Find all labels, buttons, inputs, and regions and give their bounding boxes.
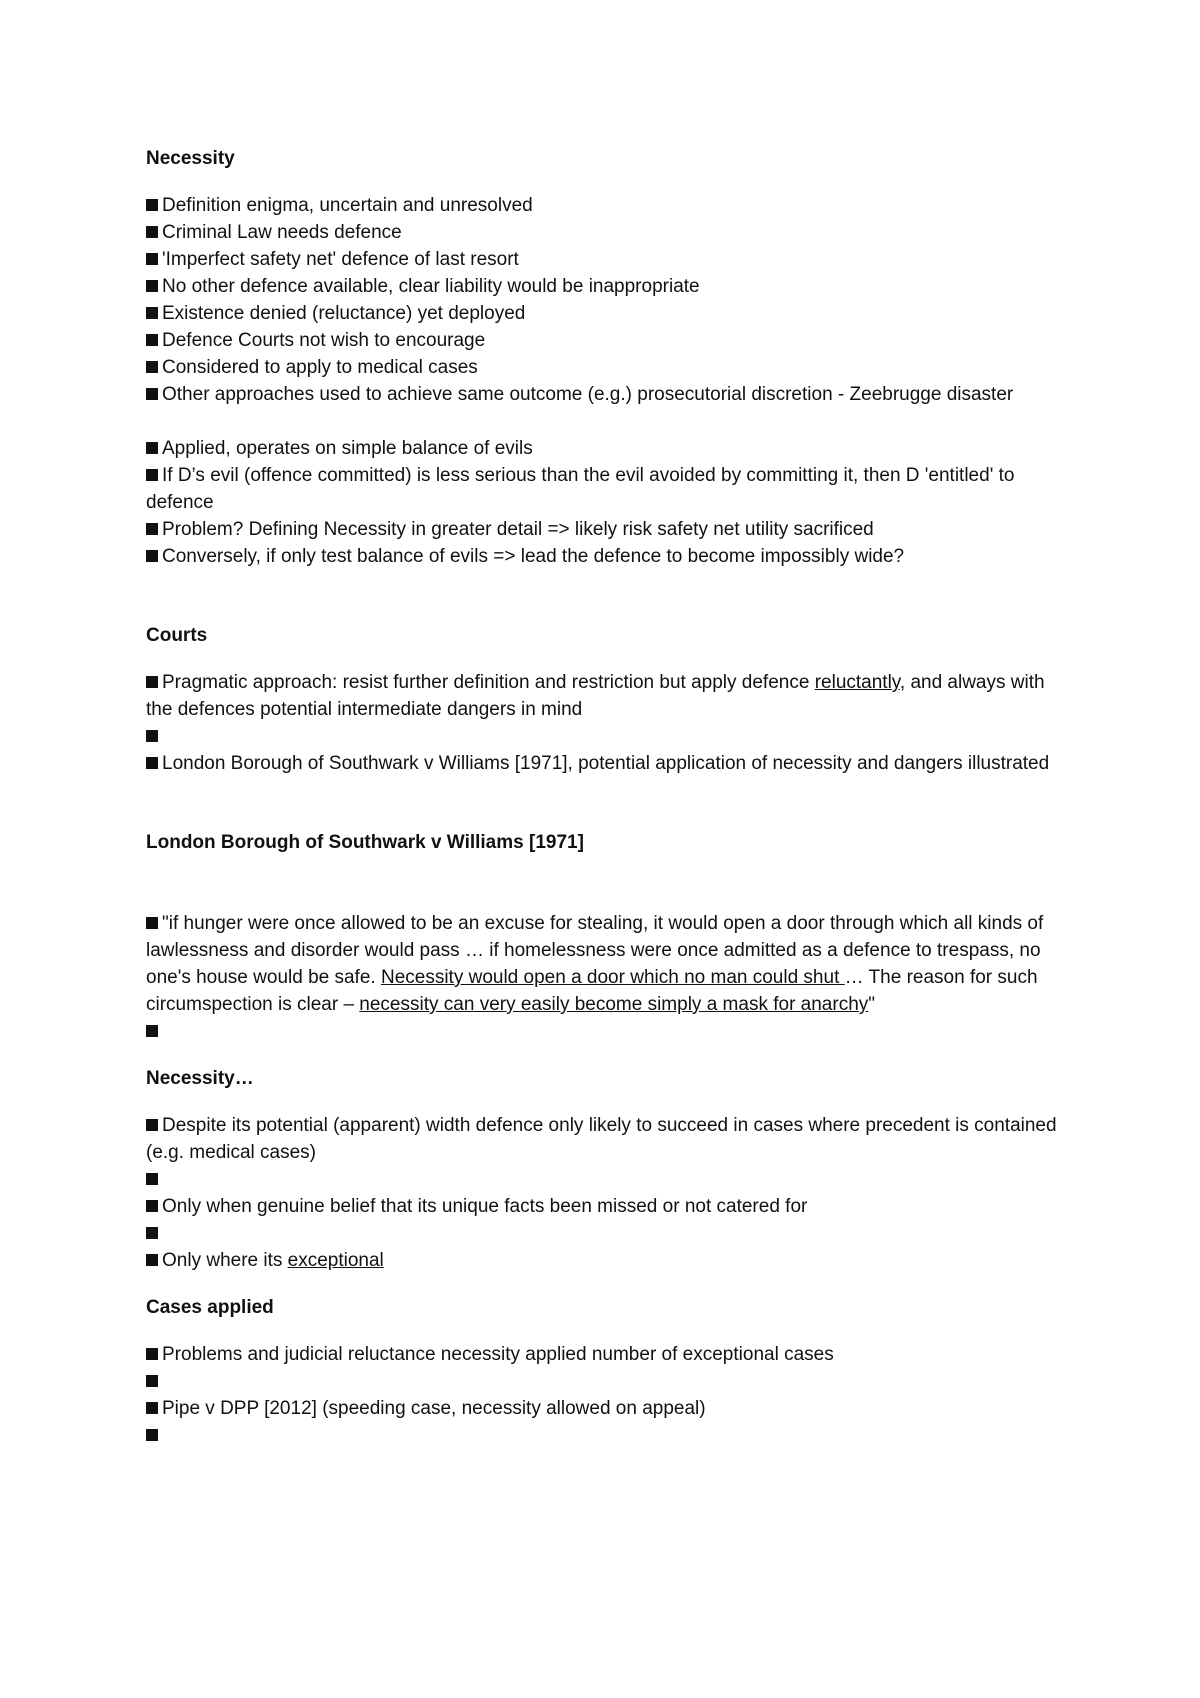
heading-cases-applied: Cases applied [146,1297,274,1318]
bullet-item-empty [146,1018,1066,1045]
heading-necessity-2: Necessity… [146,1068,254,1089]
bullet-item: London Borough of Southwark v Williams [1971], potential application of necessity and dangers illustrated [146,750,1066,777]
bullet-icon [146,280,158,292]
bullet-item: Problem? Defining Necessity in greater detail => likely risk safety net utility sacrificed [146,516,1066,543]
bullet-item-empty [146,1368,1066,1395]
bullet-icon [146,1402,158,1414]
bullet-icon [146,730,158,742]
bullet-item: Pragmatic approach: resist further definition and restriction but apply defence reluctantly, and always with the defences potential intermediate dangers in mind [146,672,1045,720]
heading-necessity: Necessity [146,148,235,169]
bullet-icon [146,1200,158,1212]
bullet-item: Pipe v DPP [2012] (speeding case, necessity allowed on appeal) [146,1395,1066,1422]
bullet-icon [146,199,158,211]
bullet-icon [146,1119,158,1131]
bullet-item: Despite its potential (apparent) width defence only likely to succeed in cases where precedent is contained (e.g. medical cases) [146,1115,1057,1163]
bullet-item: Problems and judicial reluctance necessity applied number of exceptional cases [146,1341,1066,1368]
document-page [146,145,1066,1449]
bullet-item: No other defence available, clear liability would be inappropriate [146,273,1066,300]
bullet-icon [146,917,158,929]
bullet-item: Other approaches used to achieve same outcome (e.g.) prosecutorial discretion - Zeebrugge disaster [146,381,1066,408]
bullet-icon [146,1025,158,1037]
bullet-item: Applied, operates on simple balance of evils [146,435,1066,462]
bullet-item: Conversely, if only test balance of evils => lead the defence to become impossibly wide? [146,543,1066,570]
bullet-icon [146,1375,158,1387]
bullet-icon [146,1173,158,1185]
bullet-icon [146,523,158,535]
bullet-item: Only where its exceptional [146,1247,1066,1274]
bullet-item-empty [146,1166,1066,1193]
bullet-item: Definition enigma, uncertain and unresolved [146,192,1066,219]
bullet-icon [146,307,158,319]
bullet-icon [146,1429,158,1441]
bullet-item-quote: "if hunger were once allowed to be an excuse for stealing, it would open a door through which all kinds of lawlessness and disorder would pass … if homelessness were once admitted as a defence to trespass, no one's house would be safe. Necessity would open a door which no man could shut … The reason for such circumspection is clear – necessity can very easily become simply a mask for anarchy" [146,913,1044,1015]
bullet-icon [146,226,158,238]
bullet-icon [146,253,158,265]
bullet-item: Considered to apply to medical cases [146,354,1066,381]
heading-southwark: London Borough of Southwark v Williams [1971] [146,832,584,853]
bullet-icon [146,550,158,562]
bullet-icon [146,757,158,769]
bullet-icon [146,334,158,346]
bullet-icon [146,676,158,688]
bullet-icon [146,469,158,481]
bullet-item: Only when genuine belief that its unique facts been missed or not catered for [146,1193,1066,1220]
bullet-item-empty [146,1220,1066,1247]
bullet-item: If D’s evil (offence committed) is less serious than the evil avoided by committing it, then D 'entitled' to defence [146,465,1015,513]
bullet-icon [146,1227,158,1239]
bullet-icon [146,361,158,373]
bullet-item-empty [146,1422,1066,1449]
bullet-icon [146,442,158,454]
bullet-item: Criminal Law needs defence [146,219,1066,246]
bullet-item-empty [146,723,1066,750]
bullet-icon [146,1348,158,1360]
bullet-item: Defence Courts not wish to encourage [146,327,1066,354]
bullet-icon [146,1254,158,1266]
bullet-item: Existence denied (reluctance) yet deployed [146,300,1066,327]
bullet-item: 'Imperfect safety net' defence of last resort [146,246,1066,273]
heading-courts: Courts [146,625,208,646]
bullet-icon [146,388,158,400]
